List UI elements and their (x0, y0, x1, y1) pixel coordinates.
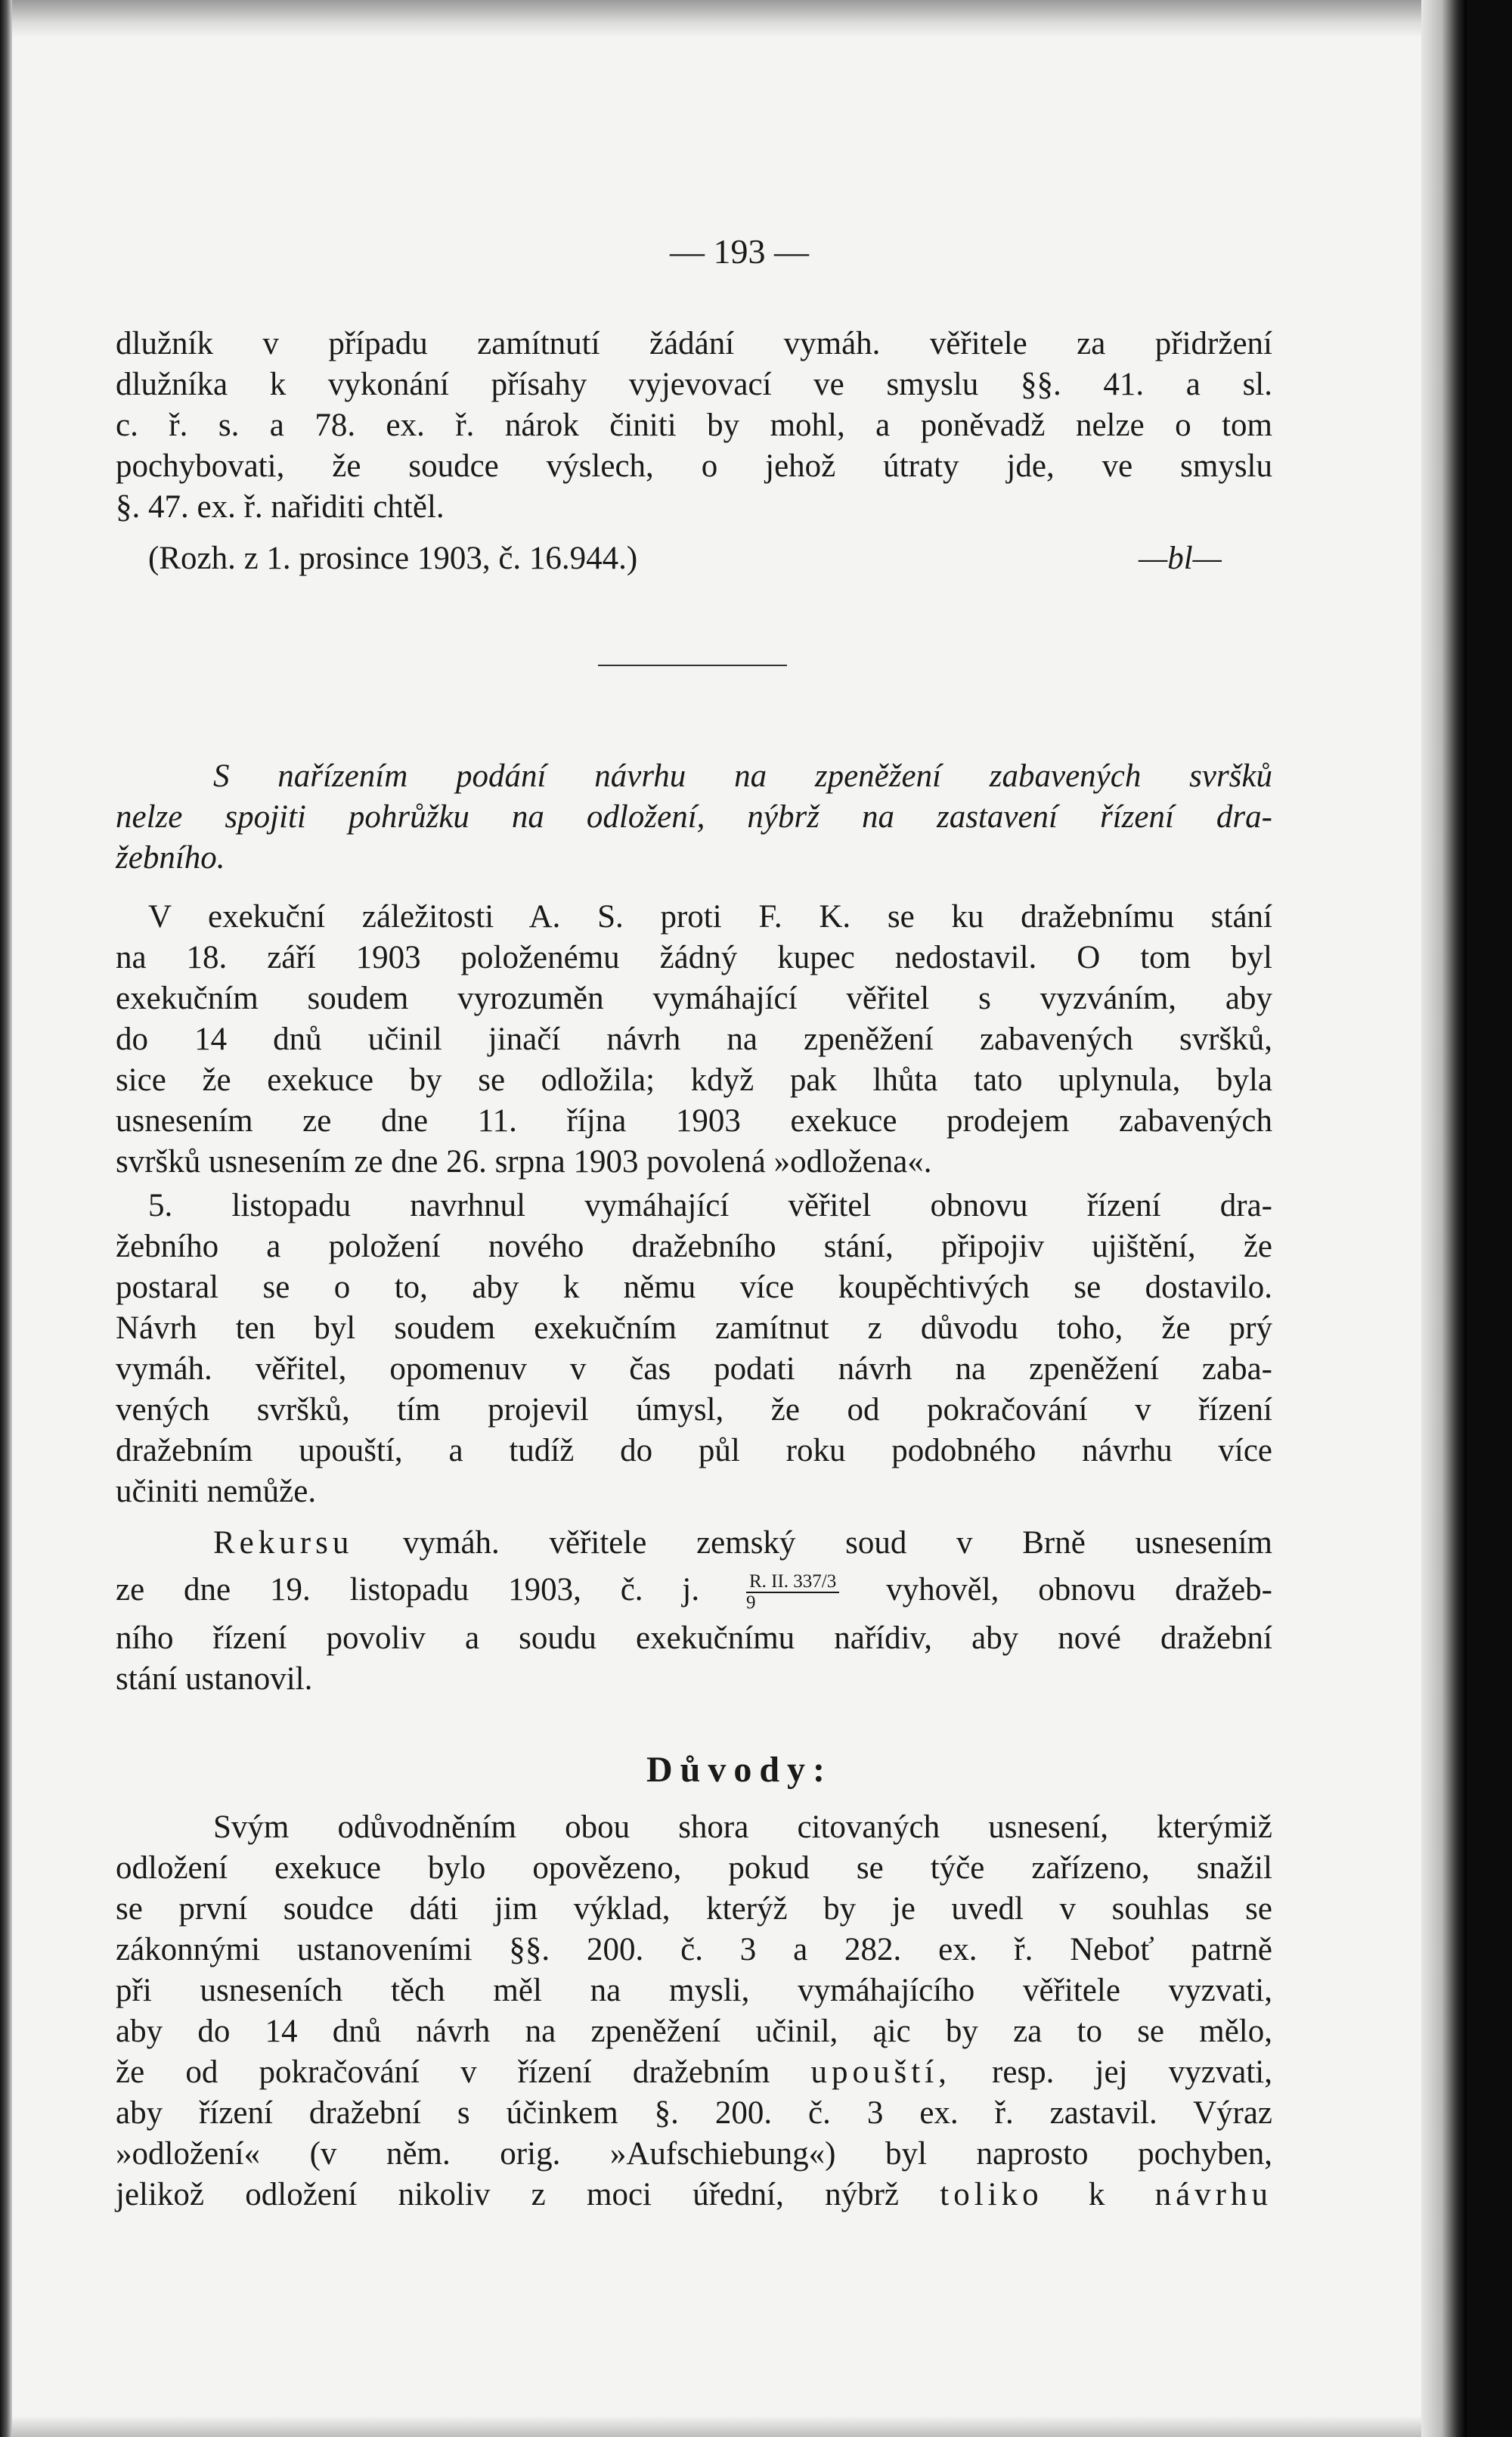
text-line: Návrh ten byl soudem exekučním zamítnut z důvodu toho, že prý (116, 1310, 1272, 1346)
text-line: dražebním upouští, a tudíž do půl roku podobného návrhu více (116, 1433, 1272, 1468)
text-line (116, 2052, 1272, 2093)
text-line: sice že exekuce by se odložila; když pak lhůta tato uplynula, byla (116, 1062, 1272, 1098)
citation: (Rozh. z 1. prosince 1903, č. 16.944.) (148, 541, 638, 576)
text-line: se první soudce dáti jim výklad, kterýž by je uvedl v souhlas se (116, 1891, 1272, 1927)
text-line-with-fraction (116, 1564, 1272, 1617)
section-divider (598, 665, 787, 666)
text-line: dlužník v případu zamítnutí žádání vymáh. věřitele za přidržení (116, 326, 1272, 361)
text-span: vyhověl, obnovu dražeb- (886, 1572, 1273, 1608)
headnote-line: žebního. (116, 840, 225, 876)
text-line: vymáh. věřitel, opomenuv v čas podati návrh na zpeněžení zaba- (116, 1351, 1272, 1387)
text-line: Svým odůvodněním obou shora citovaných usnesení, kterýmiž (213, 1809, 1272, 1845)
text-line: 5. listopadu navrhnul vymáhající věřitel obnovu řízení dra- (148, 1188, 1272, 1223)
page-number: — 193 — (670, 232, 809, 271)
text-line: při usneseních těch měl na mysli, vymáhajícího věřitele vyzvati, (116, 1973, 1272, 2008)
text-line: učiniti nemůže. (116, 1474, 317, 1509)
section-heading: Důvody: (646, 1750, 833, 1790)
text-line: stání ustanovil. (116, 1661, 313, 1697)
text-line: usnesením ze dne 11. října 1903 exekuce prodejem zabavených (116, 1103, 1272, 1139)
author-signature: —bl— (1139, 541, 1222, 576)
text-line: dlužníka k vykonání přísahy vyjevovací ve smyslu §§. 41. a sl. (116, 367, 1272, 402)
text-line: odložení exekuce bylo opovězeno, pokud se týče zařízeno, snažil (116, 1850, 1272, 1886)
scan-left-edge (0, 0, 12, 2437)
fraction-numerator: R. II. 337/3 (746, 1572, 839, 1593)
text-line: aby do 14 dnů návrh na zpeněžení učinil, ąic by za to se mělo, (116, 2014, 1272, 2049)
text-line (116, 2175, 1272, 2215)
spaced-word: upouští, (810, 2054, 951, 2090)
text-span: že od pokračování v řízení dražebním (116, 2054, 770, 2090)
text-line: vených svršků, tím projevil úmysl, že od pokračování v řízení (116, 1392, 1272, 1428)
page-bottom-shadow (12, 2416, 1467, 2437)
text-span: vymáh. věřitele zemský soud v Brně usnesením (403, 1525, 1273, 1561)
fraction-denominator: 9 (745, 1592, 756, 1614)
case-number-fraction (746, 1572, 839, 1613)
page-right-edge (1421, 0, 1467, 2437)
text-line: do 14 dnů učinil jinačí návrh na zpeněžení zabavených svršků, (116, 1022, 1272, 1057)
text-line: postaral se o to, aby k němu více koupěchtivých se dostavilo. (116, 1270, 1272, 1305)
page-top-shadow (12, 0, 1467, 38)
spaced-word: Rekursu (213, 1525, 354, 1561)
text-line: svršků usnesením ze dne 26. srpna 1903 povolená »odložena«. (116, 1144, 932, 1180)
headnote-line: S nařízením podání návrhu na zpeněžení zabavených svršků (213, 758, 1272, 794)
text-line: aby řízení dražební s účinkem §. 200. č. 3 ex. ř. zastavil. Výraz (116, 2095, 1272, 2131)
headnote-line: nelze spojiti pohrůžku na odložení, nýbrž na zastavení řízení dra- (116, 799, 1272, 835)
text-line: exekučním soudem vyrozuměn vymáhající věřitel s vyzváním, aby (116, 981, 1272, 1016)
text-span: ze dne 19. listopadu 1903, č. j. (116, 1572, 700, 1608)
text-line: »odložení« (v něm. orig. »Aufschiebung«) byl naprosto pochyben, (116, 2136, 1272, 2172)
text-line (213, 1523, 1272, 1564)
text-line: pochybovati, že soudce výslech, o jehož útraty jde, ve smyslu (116, 448, 1272, 484)
spaced-word: toliko k návrhu (940, 2177, 1272, 2212)
text-line: na 18. září 1903 položenému žádný kupec nedostavil. O tom byl (116, 940, 1272, 975)
text-line: zákonnými ustanoveními §§. 200. č. 3 a 282. ex. ř. Neboť patrně (116, 1932, 1272, 1967)
text-span: jelikož odložení nikoliv z moci úřední, nýbrž (116, 2177, 899, 2212)
text-line: c. ř. s. a 78. ex. ř. nárok činiti by mohl, a poněvadž nelze o tom (116, 408, 1272, 443)
text-line: ního řízení povoliv a soudu exekučnímu nařídiv, aby nové dražební (116, 1620, 1272, 1656)
text-line: §. 47. ex. ř. nařiditi chtěl. (116, 489, 445, 525)
text-line: žebního a položení nového dražebního stání, připojiv ujištění, že (116, 1229, 1272, 1264)
text-span: resp. jej vyzvati, (992, 2054, 1273, 2090)
text-line: V exekuční záležitosti A. S. proti F. K. se ku dražebnímu stání (148, 899, 1272, 935)
book-page (12, 0, 1467, 2437)
